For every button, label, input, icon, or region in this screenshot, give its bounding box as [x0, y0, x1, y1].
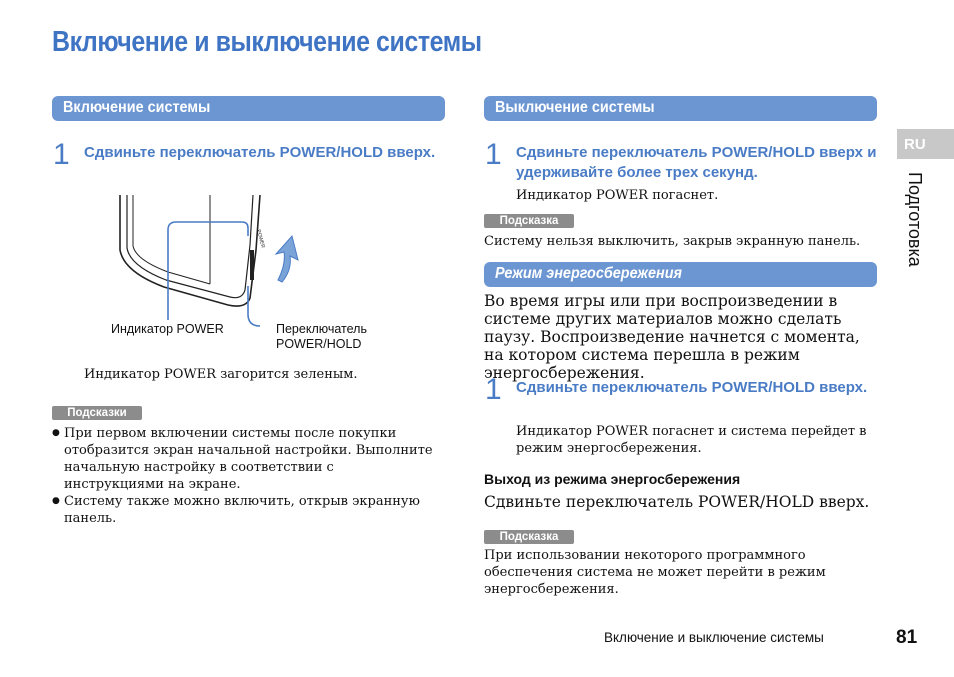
- section-header-power-off: [484, 96, 877, 121]
- step-instruction: Сдвиньте переключатель POWER/HOLD вверх и удерживайте более трех секунд.: [516, 144, 877, 181]
- result-text: Индикатор POWER погаснет.: [516, 188, 719, 203]
- device-body: [120, 195, 260, 306]
- label-switch-line2: POWER/HOLD: [276, 337, 362, 351]
- power-mark: POWER: [255, 228, 266, 249]
- chapter-label: Подготовка: [905, 172, 925, 267]
- list-item: ● При первом включении системы после покупки отобразится экран начальной настройки. Выполните начальную настройку в соответствии с инструкциями на экране.: [52, 425, 437, 493]
- screen-edge: [133, 195, 210, 284]
- power-hold-switch: [250, 250, 254, 280]
- section-header-sleep-mode: [484, 262, 877, 287]
- hint-badge: Подсказка: [484, 214, 574, 228]
- exit-sleep-text: Сдвиньте переключатель POWER/HOLD вверх.: [484, 493, 870, 511]
- hint-text: Систему нельзя выключить, закрыв экранную панель.: [484, 234, 861, 249]
- step-number: 1: [485, 373, 502, 406]
- sleep-intro-text: Во время игры или при воспроизведении в системе других материалов можно сделать паузу. Воспроизведение начнется с момента, на котором система перешла в режим энергосбережения.: [484, 292, 860, 382]
- step-number: 1: [53, 138, 70, 171]
- hints-badge: Подсказки: [52, 406, 142, 420]
- page-number: 81: [896, 627, 918, 648]
- hint-text: При использовании некоторого программного обеспечения система не может перейти в режим энергосбережения.: [484, 548, 826, 597]
- list-item: ● Систему также можно включить, открыв экранную панель.: [52, 493, 437, 527]
- step-number: 1: [485, 138, 502, 171]
- section-title: Включение системы: [63, 99, 211, 116]
- section-title: Выключение системы: [495, 99, 655, 116]
- section-header-power-on: [52, 96, 445, 121]
- exit-sleep-heading: Выход из режима энергосбережения: [484, 471, 741, 487]
- device-edge: [127, 195, 253, 298]
- hints-list: [52, 425, 437, 527]
- leader-switch: [248, 286, 260, 326]
- language-tab: [897, 129, 954, 159]
- label-switch-line1: Переключатель: [276, 322, 367, 336]
- language-tab-label: RU: [904, 136, 926, 153]
- step-instruction: Сдвиньте переключатель POWER/HOLD вверх.: [516, 379, 868, 396]
- footer-title: Включение и выключение системы: [604, 630, 824, 645]
- up-arrow-icon: [276, 236, 298, 282]
- hint-badge: Подсказка: [484, 530, 574, 544]
- result-text: Индикатор POWER загорится зеленым.: [84, 367, 358, 382]
- section-title: Режим энергосбережения: [495, 265, 682, 282]
- result-text: Индикатор POWER погаснет и система перейдет в режим энергосбережения.: [516, 424, 867, 456]
- page-title: Включение и выключение системы: [52, 26, 482, 58]
- step-instruction: Сдвиньте переключатель POWER/HOLD вверх.: [84, 144, 436, 161]
- label-power-indicator: Индикатор POWER: [111, 322, 224, 336]
